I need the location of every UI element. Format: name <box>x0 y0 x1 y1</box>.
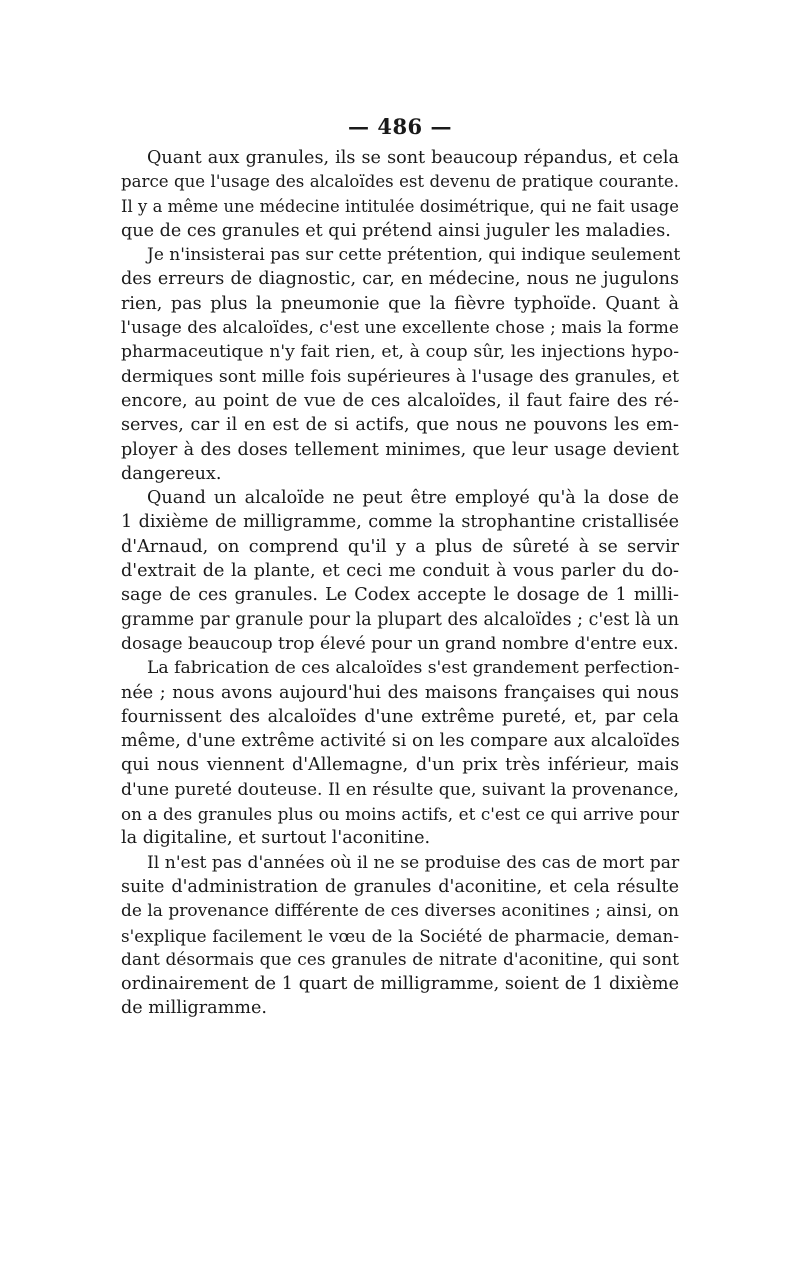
text-line: on a des granules plus ou moins actifs, et c'est ce qui arrive pour <box>121 804 679 825</box>
text-line: qui nous viennent d'Allemagne, d'un prix très inférieur, mais <box>121 755 679 776</box>
text-line: Quant aux granules, ils se sont beaucoup répandus, et cela <box>147 148 679 168</box>
text-line: parce que l'usage des alcaloïdes est devenu de pratique courante. <box>121 172 679 192</box>
text-line: ployer à des doses tellement minimes, que leur usage devient <box>121 439 679 460</box>
text-line: encore, au point de vue de ces alcaloïdes, il faut faire des ré- <box>121 390 679 411</box>
text-line: La fabrication de ces alcaloïdes s'est grandement perfection- <box>147 658 680 679</box>
text-line: fournissent des alcaloïdes d'une extrême pureté, et, par cela <box>121 706 679 727</box>
text-line: serves, car il en est de si actifs, que nous ne pouvons les em- <box>121 415 679 436</box>
body-text <box>121 146 679 1021</box>
text-line: de la provenance différente de ces diverses aconitines ; ainsi, on <box>121 901 679 922</box>
text-line: de milligramme. <box>121 998 267 1019</box>
text-line: que de ces granules et qui prétend ainsi juguler les maladies. <box>121 220 671 241</box>
text-line: rien, pas plus la pneumonie que la fièvre typhoïde. Quant à <box>121 293 679 314</box>
text-line: gramme par granule pour la plupart des alcaloïdes ; c'est là un <box>121 609 679 630</box>
text-line: Il n'est pas d'années où il ne se produise des cas de mort par <box>147 852 680 873</box>
page-number: — 486 — <box>348 114 452 139</box>
text-line: Quand un alcaloïde ne peut être employé qu'à la dose de <box>147 488 679 509</box>
text-line: née ; nous avons aujourd'hui des maisons françaises qui nous <box>121 682 679 703</box>
text-line: d'Arnaud, on comprend qu'il y a plus de sûreté à se servir <box>121 536 679 557</box>
text-line: d'extrait de la plante, et ceci me conduit à vous parler du do- <box>121 561 679 582</box>
text-line: Il y a même une médecine intitulée dosimétrique, qui ne fait usage <box>121 196 679 216</box>
text-line: la digitaline, et surtout l'aconitine. <box>121 828 431 849</box>
text-line: dant désormais que ces granules de nitrate d'aconitine, qui sont <box>121 949 679 970</box>
text-line: ordinairement de 1 quart de milligramme, soient de 1 dixième <box>121 974 679 995</box>
text-line: suite d'administration de granules d'aconitine, et cela résulte <box>121 876 679 897</box>
text-line: dangereux. <box>121 463 222 484</box>
text-line: d'une pureté douteuse. Il en résulte que, suivant la provenance, <box>121 779 680 800</box>
text-line: Je n'insisterai pas sur cette prétention, qui indique seulement <box>147 245 681 266</box>
text-line: même, d'une extrême activité si on les compare aux alcaloïdes <box>121 731 680 752</box>
text-line: dermiques sont mille fois supérieures à l'usage des granules, et <box>121 366 679 387</box>
text-line: dosage beaucoup trop élevé pour un grand nombre d'entre eux. <box>121 633 679 654</box>
text-line: 1 dixième de milligramme, comme la strophantine cristallisée <box>121 512 679 533</box>
text-line: pharmaceutique n'y fait rien, et, à coup sûr, les injections hypo- <box>121 342 679 363</box>
text-line: sage de ces granules. Le Codex accepte le dosage de 1 milli- <box>121 585 679 606</box>
text-line: s'explique facilement le vœu de la Société de pharmacie, deman- <box>121 925 679 946</box>
text-line: des erreurs de diagnostic, car, en médecine, nous ne jugulons <box>121 269 679 290</box>
text-line: l'usage des alcaloïdes, c'est une excellente chose ; mais la forme <box>121 318 679 339</box>
